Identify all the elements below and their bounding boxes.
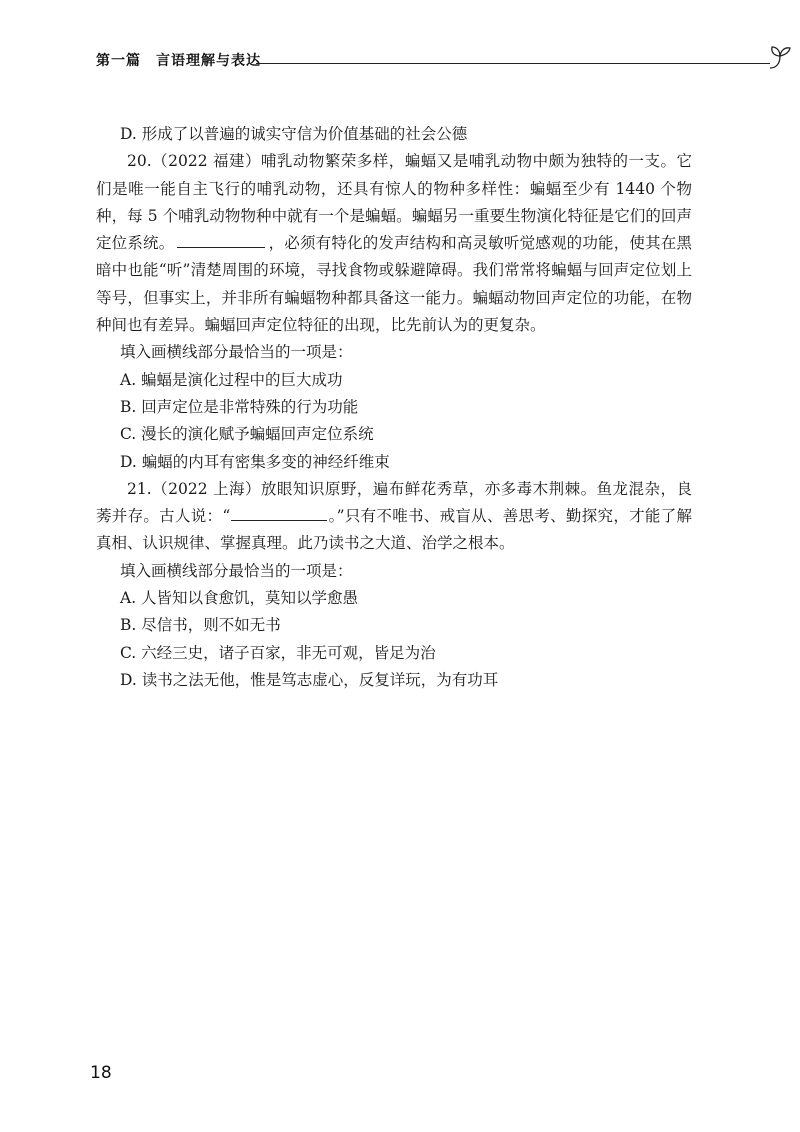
chapter-title: 第一篇 言语理解与表达 <box>96 53 261 69</box>
question-20-stem <box>96 148 692 339</box>
question-20-option-c: C. 漫长的演化赋予蝙蝠回声定位系统 <box>120 425 374 444</box>
question-21-option-c: C. 六经三史，诸子百家，非无可观，皆足为治 <box>120 643 436 662</box>
sprout-icon <box>764 44 794 72</box>
question-21-option-a: A. 人皆知以食愈饥，莫知以学愈愚 <box>120 589 359 608</box>
prev-option-d: D. 形成了以普遍的诚实守信为价值基础的社会公德 <box>120 125 468 143</box>
header-rule <box>256 63 770 64</box>
question-20-option-d: D. 蝙蝠的内耳有密集多变的神经纤维束 <box>120 452 390 471</box>
page-content <box>96 121 692 694</box>
question-21-prompt: 填入画横线部分最恰当的一项是： <box>120 561 353 580</box>
answer-blank <box>231 506 327 521</box>
answer-blank <box>177 233 265 248</box>
page-number: 18 <box>90 1063 112 1083</box>
question-21-option-d: D. 读书之法无他，惟是笃志虚心，反复详玩，为有功耳 <box>120 670 499 689</box>
question-21-stem-part1: 21.（2022 上海）放眼知识原野，遍布鲜花秀草，亦多毒木荆棘。鱼龙混杂，良莠并存。古人说：“ <box>96 479 692 526</box>
question-20-prompt: 填入画横线部分最恰当的一项是： <box>120 343 353 362</box>
question-20-stem-part1: 20.（2022 福建）哺乳动物繁荣多样，蝙蝠又是哺乳动物中颇为独特的一支。它们是唯一能自主飞行的哺乳动物，还具有惊人的物种多样性：蝙蝠至少有 1440 个物种，每 5 个哺乳动物物种中就有一个是蝙蝠。蝙蝠另一重要生物演化特征是它们的回声定位系统。 <box>96 152 692 253</box>
question-20-option-b: B. 回声定位是非常特殊的行为功能 <box>120 397 359 416</box>
question-20-stem-part2: ，必须有特化的发声结构和高灵敏听觉感观的功能，使其在黑暗中也能“听”清楚周围的环境，寻找食物或躲避障碍。我们常常将蝙蝠与回声定位划上等号，但事实上，并非所有蝙蝠物种都具备这一能力。蝙蝠动物回声定位的功能，在物种间也有差异。蝙蝠回声定位特征的出现，比先前认为的更复杂。 <box>96 234 692 335</box>
question-21-stem-part2: 。”只有不唯书、戒盲从、善思考、勤探究，才能了解真相、认识规律、掌握真理。此乃读书之大道、治学之根本。 <box>96 507 692 553</box>
question-21-option-b: B. 尽信书，则不如无书 <box>120 616 281 635</box>
page-header <box>96 44 706 74</box>
question-21-stem <box>96 476 692 558</box>
question-20-option-a: A. 蝙蝠是演化过程中的巨大成功 <box>120 370 343 389</box>
